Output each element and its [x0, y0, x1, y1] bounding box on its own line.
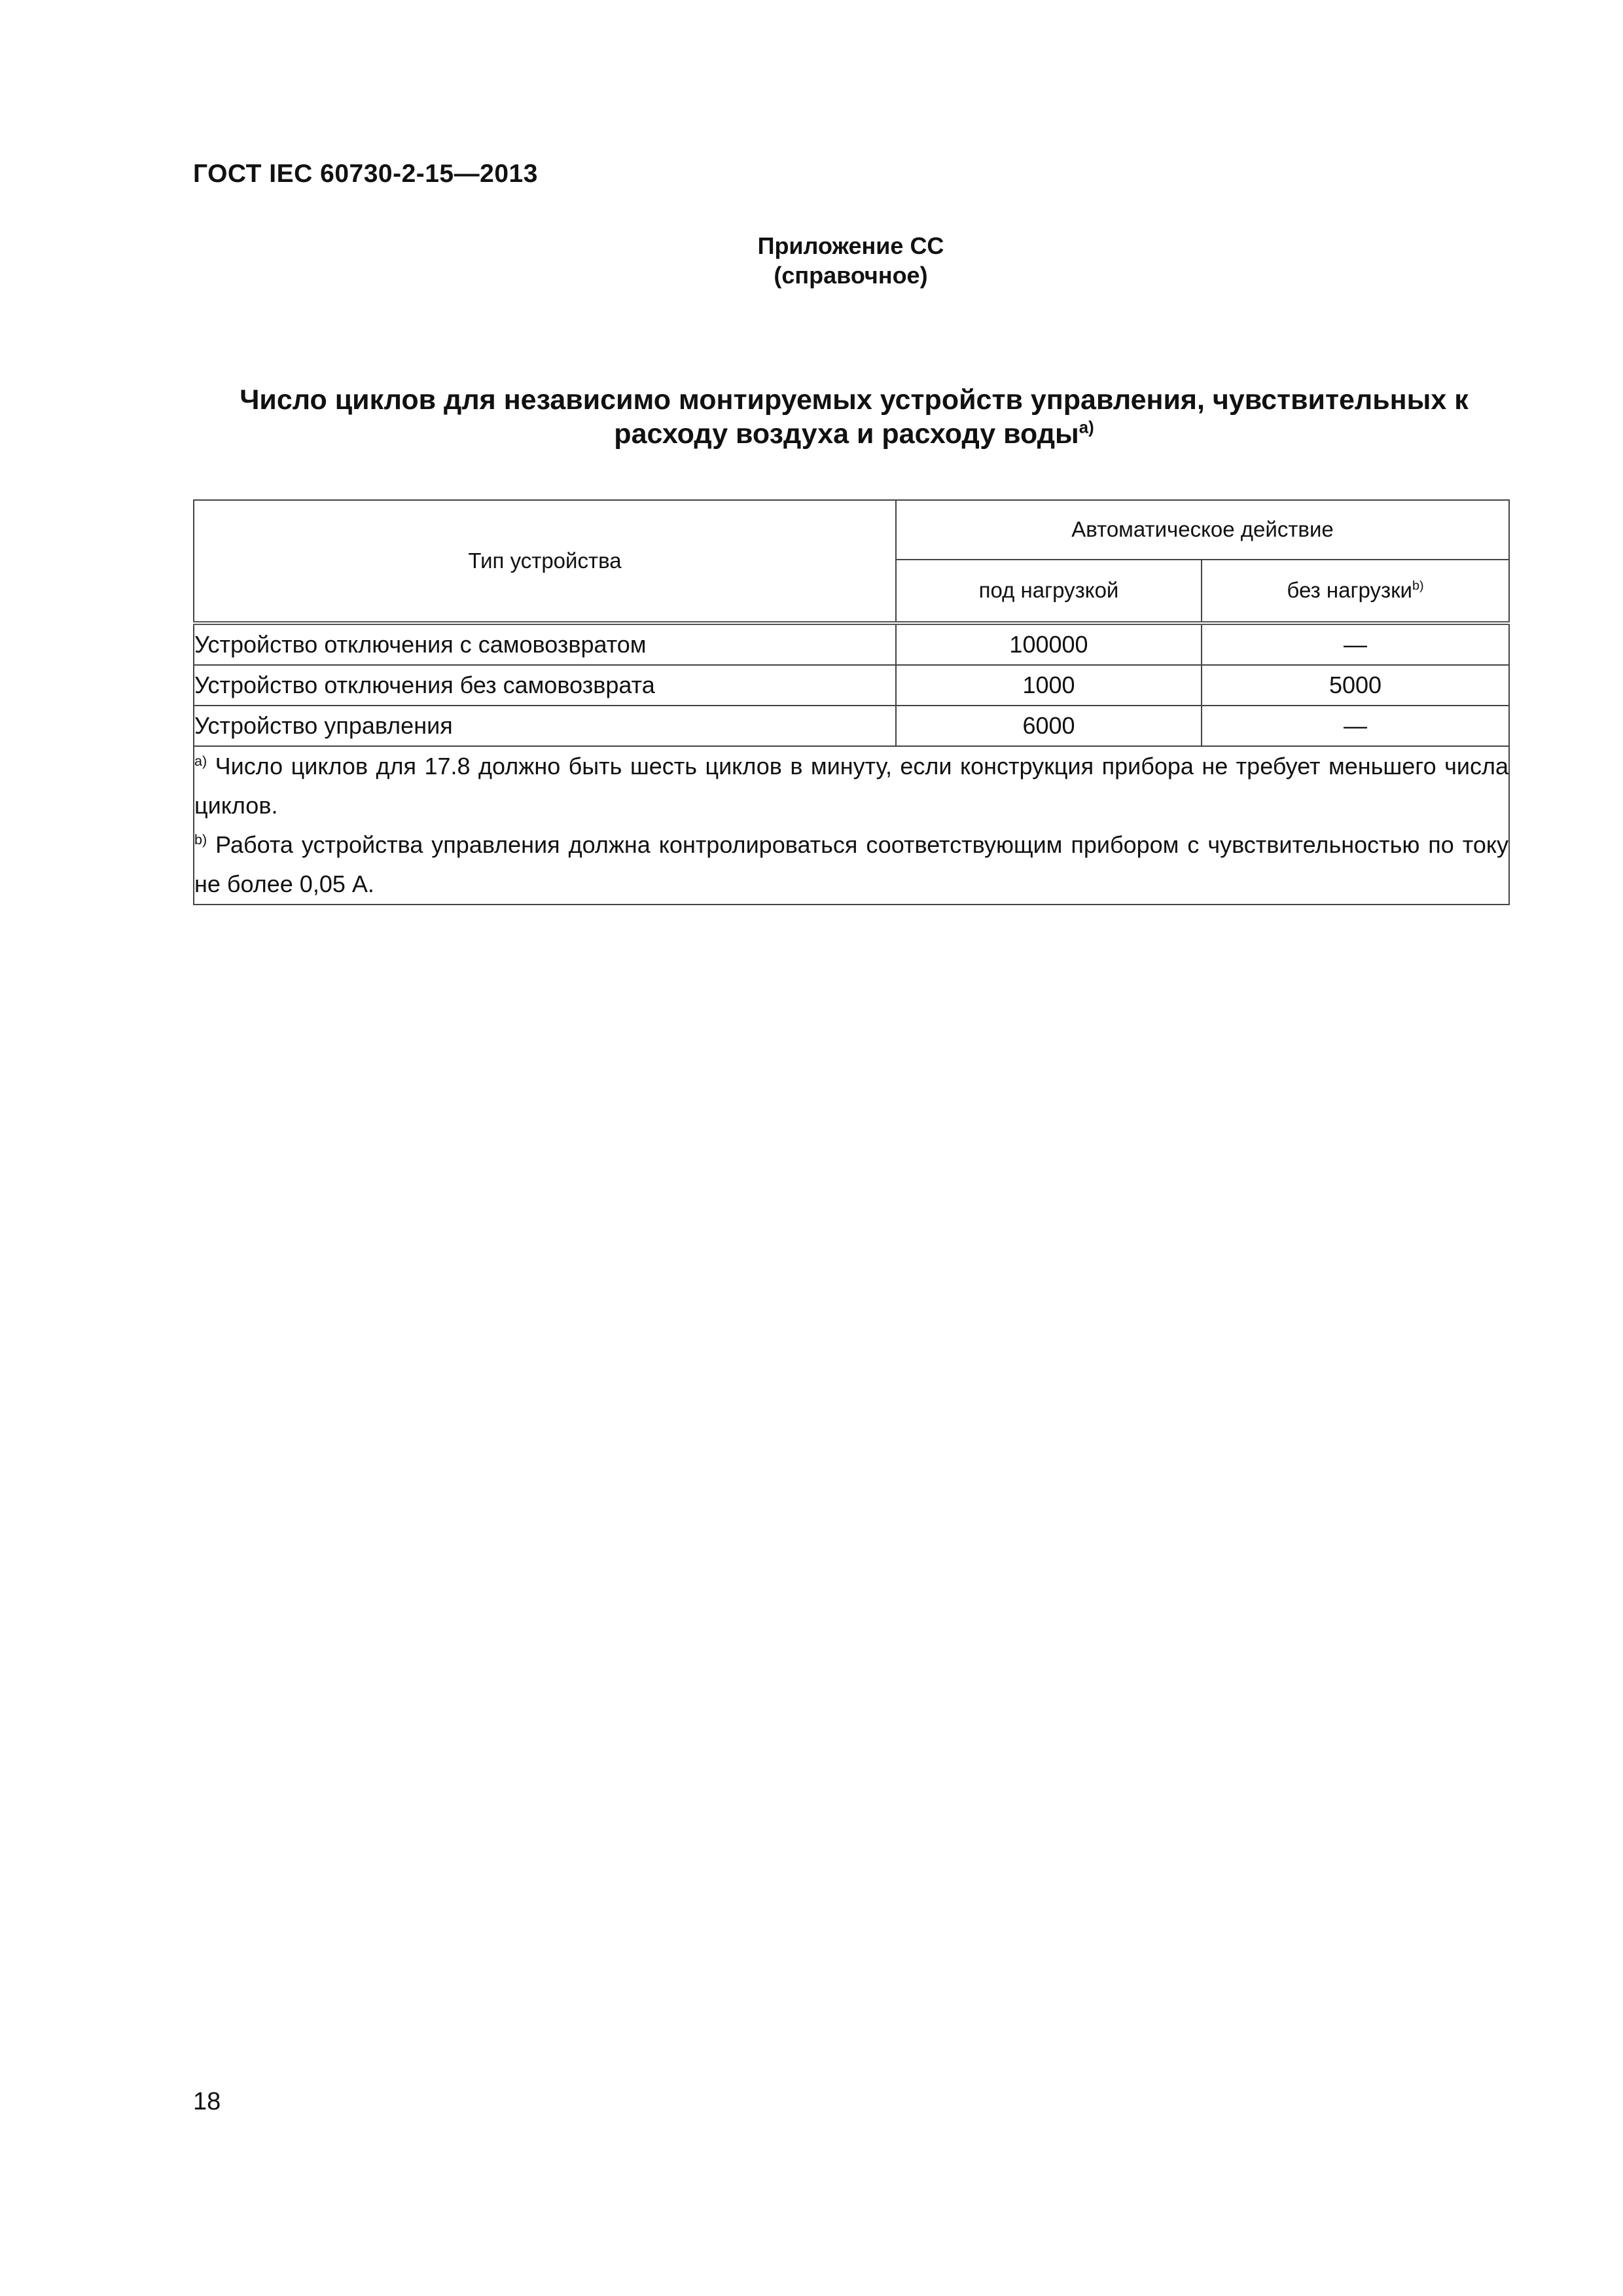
column-header-no-load-ref: b): [1412, 579, 1424, 594]
device-cell: Устройство отключения с самовозвратом: [194, 623, 896, 665]
appendix-kind: (справочное): [774, 262, 928, 289]
appendix-title: Приложение СС: [757, 232, 944, 259]
table-row: [194, 706, 1509, 746]
device-cell: Устройство отключения без самовозврата: [194, 665, 896, 706]
under-load-cell: 100000: [896, 623, 1202, 665]
table-row: [194, 665, 1509, 706]
table-note-b-text: Работа устройства управления должна контролироваться соответствующим прибором с чувствительностью по току не более 0,05 А.: [194, 831, 1509, 897]
under-load-cell: 1000: [896, 665, 1202, 706]
table-heading-footnote-ref: а): [1079, 418, 1094, 437]
no-load-cell: —: [1202, 623, 1509, 665]
under-load-cell: 6000: [896, 706, 1202, 746]
no-load-cell: —: [1202, 706, 1509, 746]
column-header-no-load-label: без нагрузки: [1287, 578, 1412, 603]
table-notes: [194, 746, 1509, 905]
device-cell: Устройство управления: [194, 706, 896, 746]
page-number: 18: [193, 2088, 221, 2115]
column-header-no-load: [1202, 560, 1509, 623]
column-header-device-type: Тип устройства: [194, 500, 896, 623]
table-note-a: [194, 747, 1508, 825]
column-header-automatic-action: Автоматическое действие: [896, 500, 1509, 560]
table-heading: [190, 383, 1518, 451]
column-header-under-load: под нагрузкой: [896, 560, 1202, 623]
table-note-a-mark: а): [194, 753, 207, 769]
cycles-table: [193, 499, 1510, 905]
no-load-cell: 5000: [1202, 665, 1509, 706]
table-row: [194, 623, 1509, 665]
document-code: ГОСТ IEC 60730-2-15—2013: [193, 160, 538, 188]
table-note-b-mark: b): [194, 831, 207, 848]
table-note-b: [194, 825, 1508, 904]
table-note-a-text: Число циклов для 17.8 должно быть шесть циклов в минуту, если конструкция прибора не требует меньшего числа циклов.: [194, 753, 1509, 819]
table-heading-text: Число циклов для независимо монтируемых устройств управления, чувствительных к расходу воздуха и расходу воды: [240, 384, 1469, 450]
table-notes-row: [194, 746, 1509, 905]
